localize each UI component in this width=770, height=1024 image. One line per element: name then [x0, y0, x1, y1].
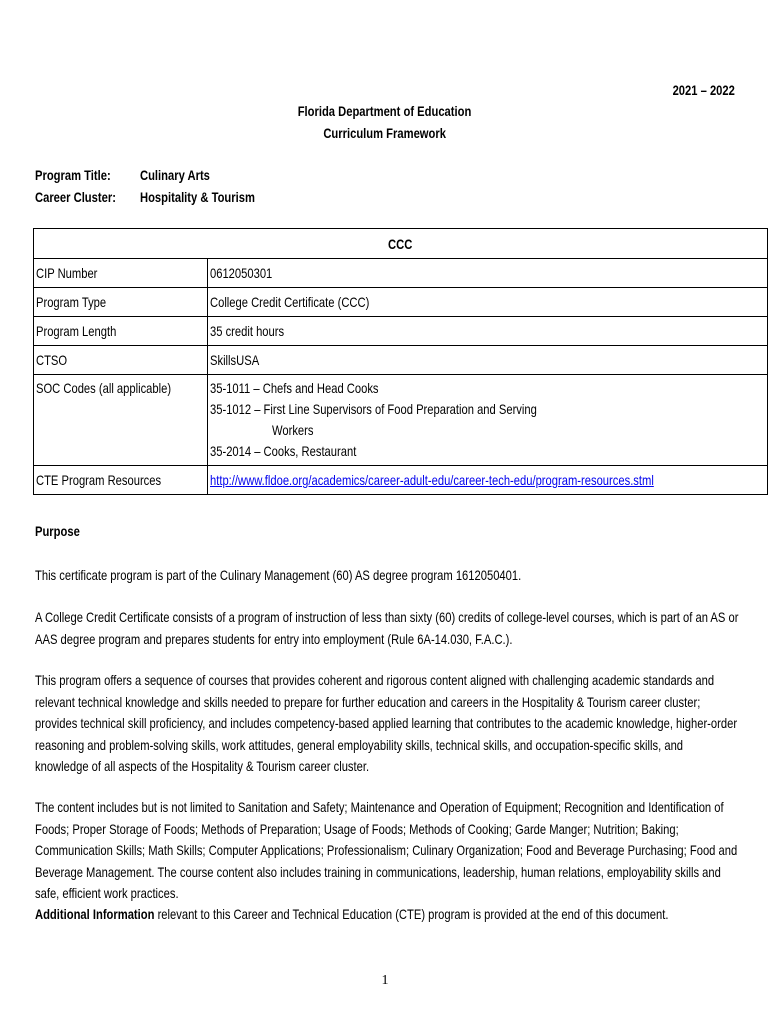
additional-info-text: relevant to this Career and Technical Education (CTE) program is provided at the end of this document. — [154, 906, 669, 922]
table-row — [34, 288, 768, 317]
soc-codes-label: SOC Codes (all applicable) — [34, 375, 208, 466]
soc-code-line: Workers — [271, 422, 314, 438]
program-length-label: Program Length — [34, 317, 208, 346]
table-row — [34, 346, 768, 375]
purpose-paragraph-2: A College Credit Certificate consists of a program of instruction of less than sixty (60) credits of college-level courses, which is part of an AS or AAS degree program and prepares students for entry into employment (Rule 6A-14.030, F.A.C.). — [35, 609, 739, 647]
framework-year: 2021 – 2022 — [672, 82, 735, 98]
ctso-label: CTSO — [34, 346, 208, 375]
program-type-label: Program Type — [34, 288, 208, 317]
table-row — [34, 317, 768, 346]
page-number: 1 — [381, 973, 389, 988]
additional-info-paragraph — [35, 904, 739, 926]
career-cluster-value: Hospitality & Tourism — [140, 189, 255, 205]
soc-code-line: 35-1012 – First Line Supervisors of Food Preparation and Serving — [209, 401, 537, 417]
program-length-value: 35 credit hours — [207, 317, 767, 346]
cip-number-label: CIP Number — [34, 259, 208, 288]
cip-number-value: 0612050301 — [207, 259, 767, 288]
department-title: Florida Department of Education — [298, 103, 472, 119]
purpose-paragraph-3: This program offers a sequence of courses that provides coherent and rigorous content aligned with challenging academic standards and relevant technical knowledge and skills needed to prepare for further education and careers in the Hospitality & Tourism career cluster; provides technical skill proficiency, and includes competency-based applied learning that contributes to the academic knowledge, higher-order reasoning and problem-solving skills, work attitudes, general employability skills, technical skills, and occupation-specific skills, and knowledge of all aspects of the Hospitality & Tourism career cluster. — [35, 672, 738, 774]
soc-code-line: 35-1011 – Chefs and Head Cooks — [209, 380, 379, 396]
table-row — [34, 466, 768, 495]
ctso-value: SkillsUSA — [207, 346, 767, 375]
purpose-paragraph-1: This certificate program is part of the Culinary Management (60) AS degree program 1612050401. — [35, 567, 522, 583]
career-cluster-label: Career Cluster: — [35, 189, 116, 205]
soc-code-line: 35-2014 – Cooks, Restaurant — [209, 443, 357, 459]
program-title-value: Culinary Arts — [140, 167, 210, 183]
cte-resources-value — [207, 466, 767, 495]
table-row — [34, 259, 768, 288]
table-row — [34, 375, 768, 466]
program-info-table — [33, 228, 768, 495]
cte-resources-label: CTE Program Resources — [34, 466, 208, 495]
document-type-title: Curriculum Framework — [323, 125, 447, 141]
program-resources-link[interactable]: http://www.fldoe.org/academics/career-adult-edu/career-tech-edu/program-resources.stml — [209, 472, 654, 488]
soc-codes-value — [207, 375, 767, 466]
additional-info-bold: Additional Information — [35, 906, 155, 922]
purpose-heading: Purpose — [35, 523, 80, 539]
program-title-label: Program Title: — [35, 167, 111, 183]
program-type-value: College Credit Certificate (CCC) — [207, 288, 767, 317]
table-heading: CCC — [34, 229, 768, 259]
purpose-paragraph-4: The content includes but is not limited to Sanitation and Safety; Maintenance and Operation of Equipment; Recognition and Identification of Foods; Proper Storage of Foods; Methods of Preparation; Usage of Foods; Methods of Cooking; Garde Manger; Nutrition; Baking; Communication Skills; Math Skills; Computer Applications; Professionalism; Culinary Organization; Food and Beverage Purchasing; Food and Beverage Management. The course content also includes training in communications, leadership, human relations, employability skills and safe, efficient work practices. — [35, 799, 738, 901]
